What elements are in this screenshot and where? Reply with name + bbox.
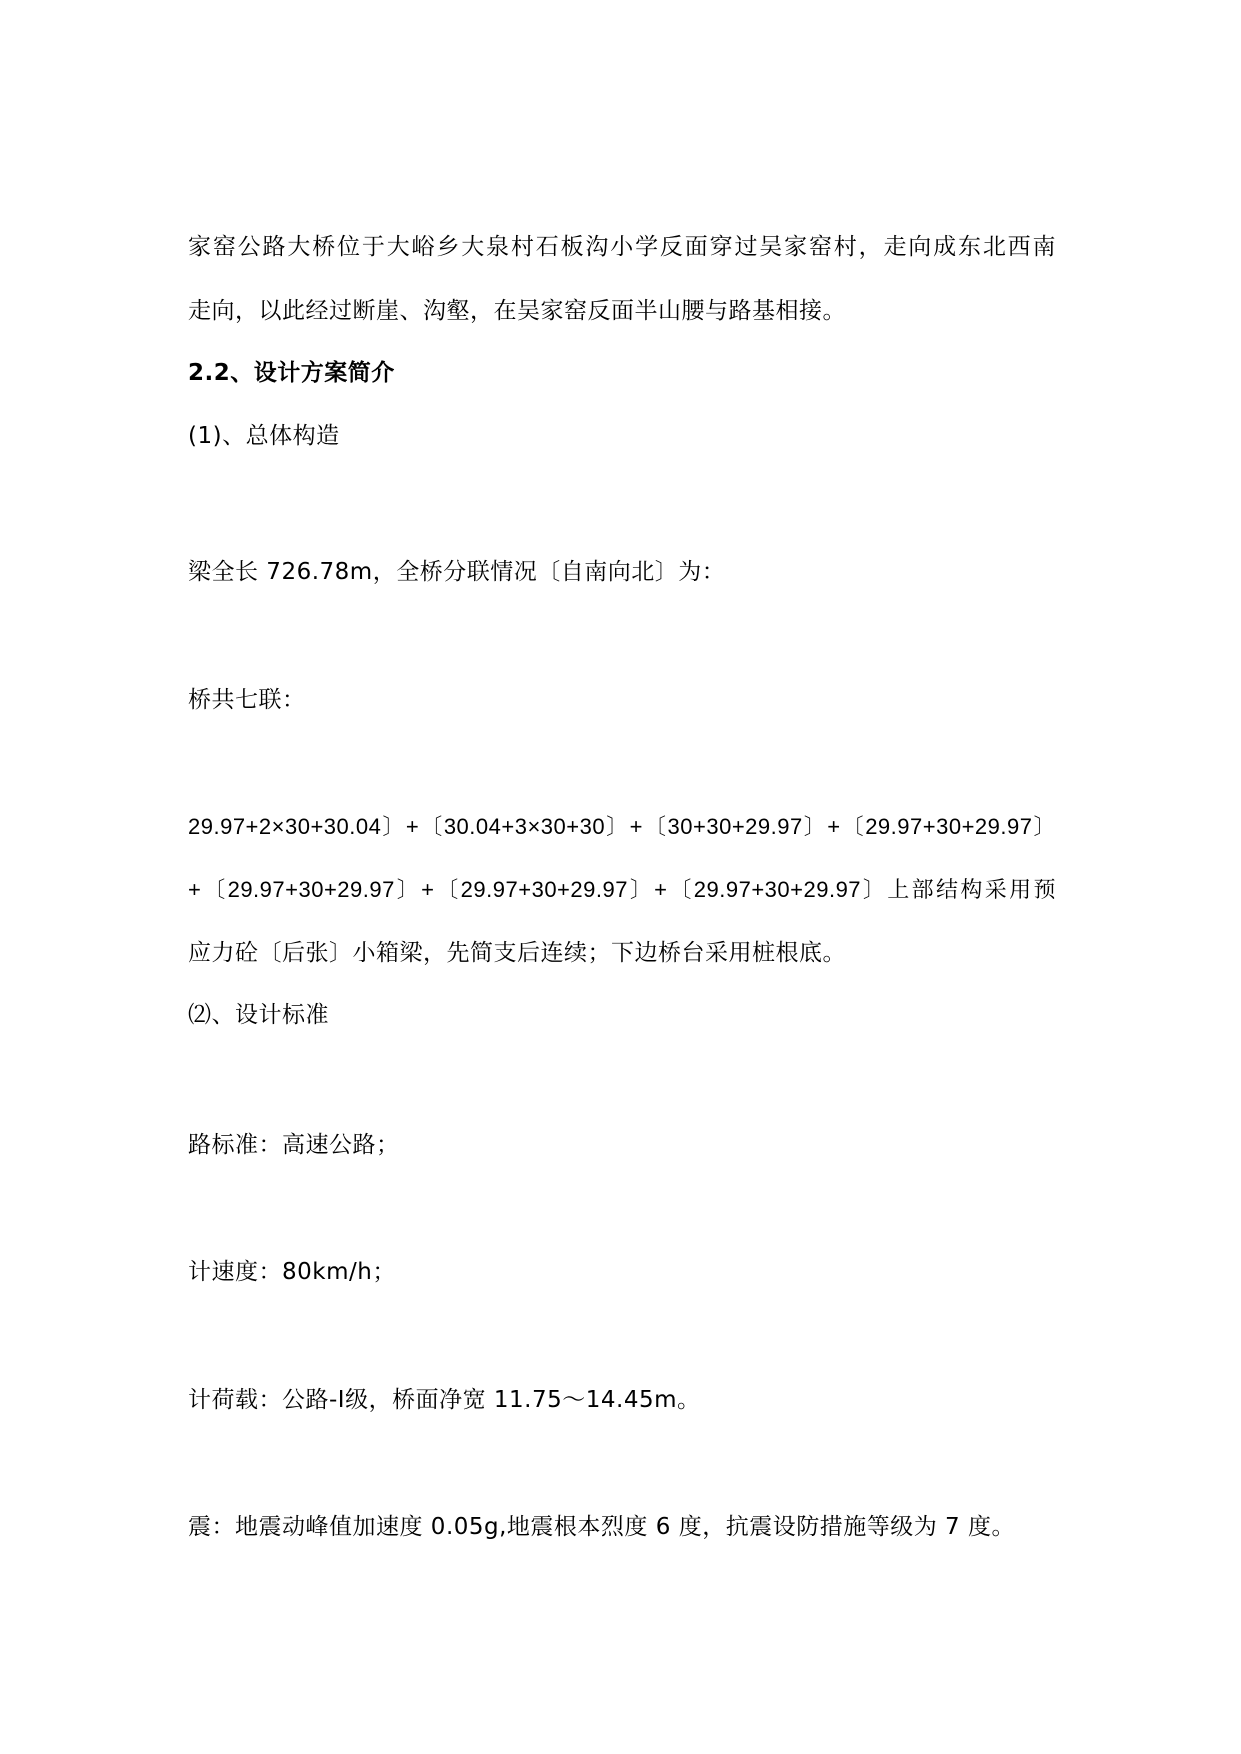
paragraph-line: 计荷载：公路-Ⅰ级，桥面净宽 11.75～14.45m。 — [188, 1387, 701, 1413]
paragraph-line: 桥共七联： — [188, 687, 306, 713]
subsection-heading: (1)、总体构造 — [188, 423, 340, 449]
subsection-heading: ⑵、设计标准 — [188, 1002, 329, 1028]
paragraph-line: 应力砼〔后张〕小箱梁，先简支后连续；下边桥台采用桩根底。 — [188, 940, 846, 966]
paragraph-line: 家窑公路大桥位于大峪乡大泉村石板沟小学反面穿过吴家窑村，走向成东北西南 — [188, 234, 1056, 260]
paragraph-line: 震：地震动峰值加速度 0.05g,地震根本烈度 6 度，抗震设防措施等级为 7 度。 — [188, 1514, 1015, 1540]
paragraph-line: 路标准：高速公路； — [188, 1132, 400, 1158]
paragraph-line: 走向，以此经过断崖、沟壑，在吴家窑反面半山腰与路基相接。 — [188, 298, 846, 324]
section-heading: 2.2、设计方案简介 — [188, 360, 395, 386]
paragraph-line: 梁全长 726.78m，全桥分联情况〔自南向北〕为： — [188, 559, 726, 585]
paragraph-line: 计速度：80km/h； — [188, 1259, 396, 1285]
formula-line: 29.97+2×30+30.04〕+〔30.04+3×30+30〕+〔30+30+29.97〕+〔29.97+30+29.97〕 — [188, 814, 1056, 839]
formula-line: +〔29.97+30+29.97〕+〔29.97+30+29.97〕+〔29.97+30+29.97〕上部结构采用预 — [188, 877, 1056, 902]
